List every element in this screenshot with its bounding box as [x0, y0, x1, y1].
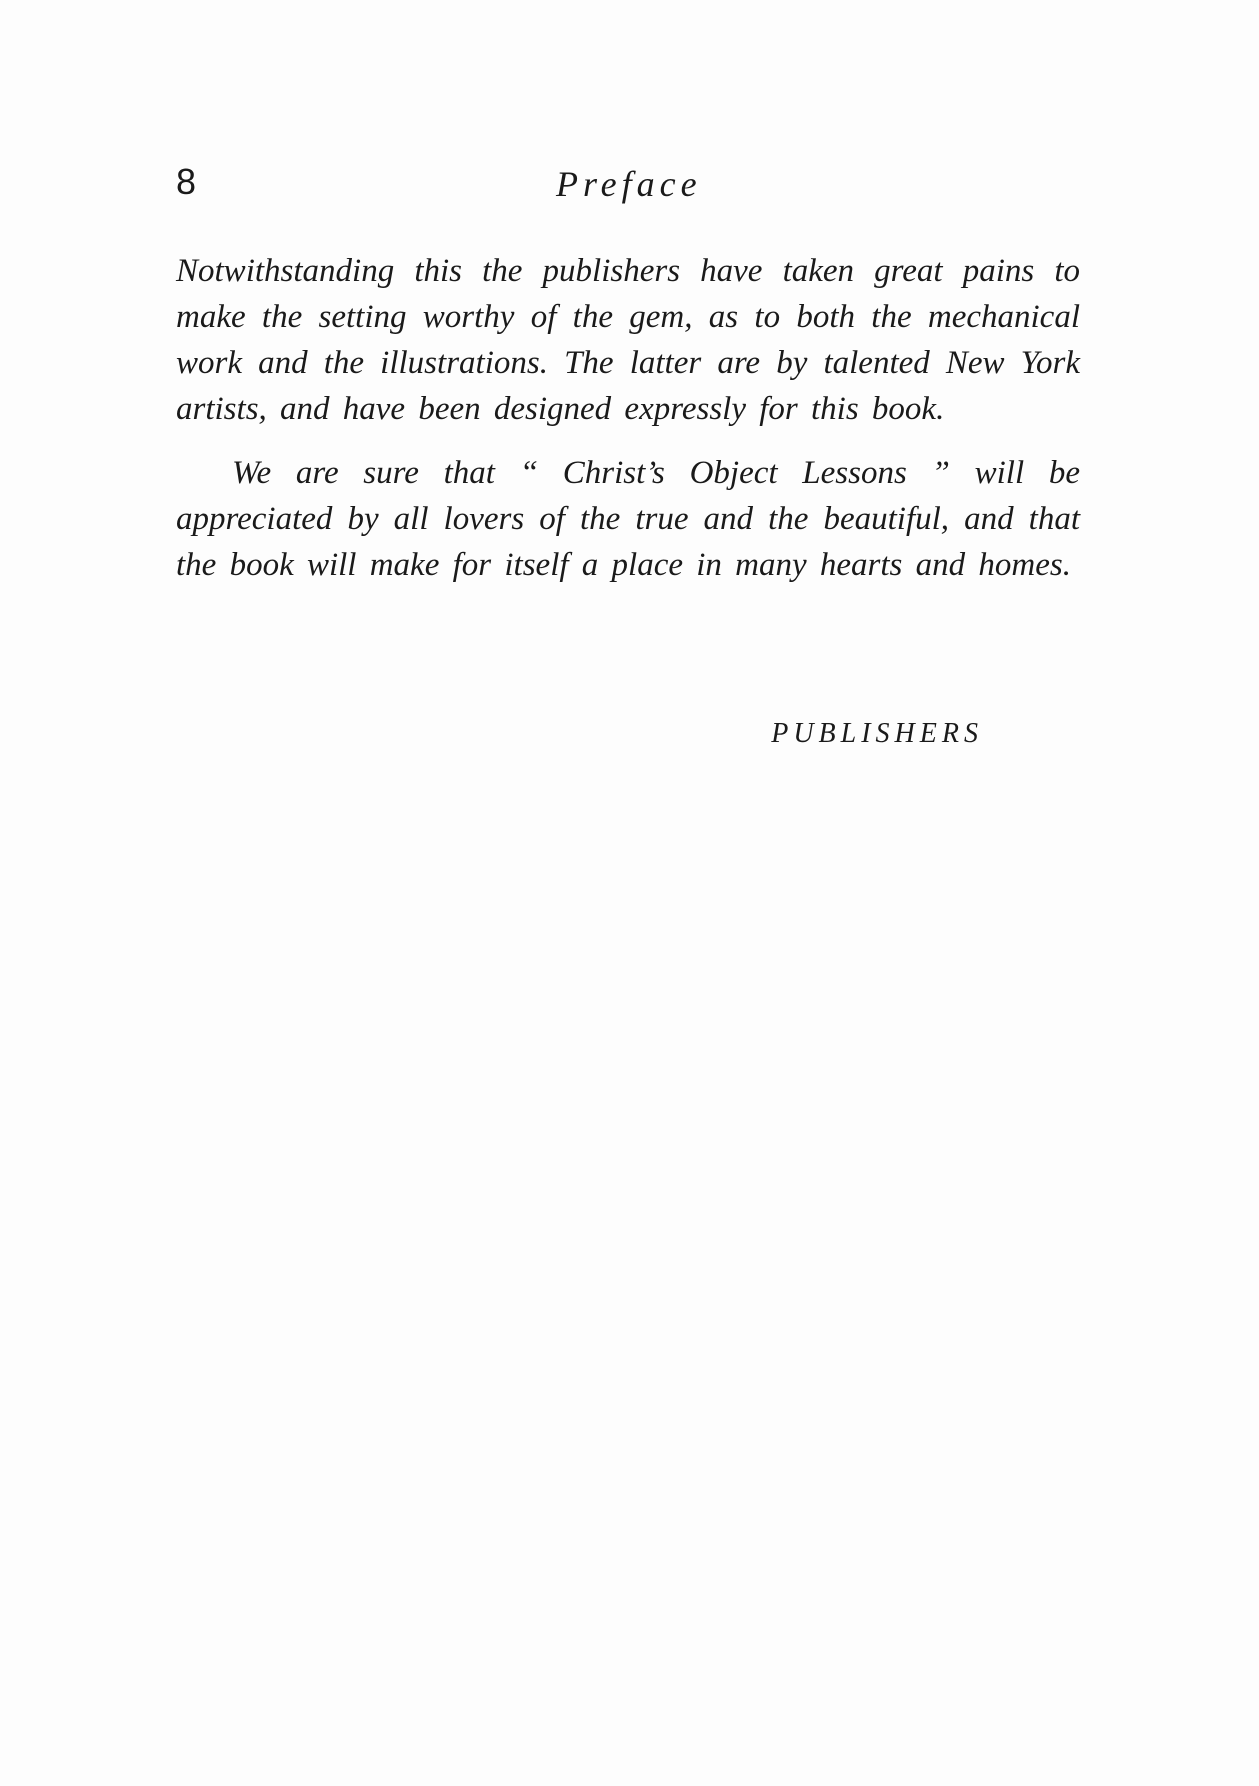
paragraph: Notwithstanding this the publishers have taken great pains to make the setting worthy of the gem, as to both the mechanical work and the illustrations. The latter are by talented New York artists, and have been designed expressly for this book.	[176, 253, 1080, 427]
signature: PUBLISHERS	[771, 718, 983, 749]
page-number: 8	[176, 161, 197, 202]
running-head: Preface	[556, 164, 702, 204]
preface-body	[176, 248, 1080, 588]
paragraph: We are sure that “ Christ’s Object Lessons ” will be appreciated by all lovers of the true and the beautiful, and that the book will make for itself a place in many hearts and homes.	[176, 455, 1080, 583]
